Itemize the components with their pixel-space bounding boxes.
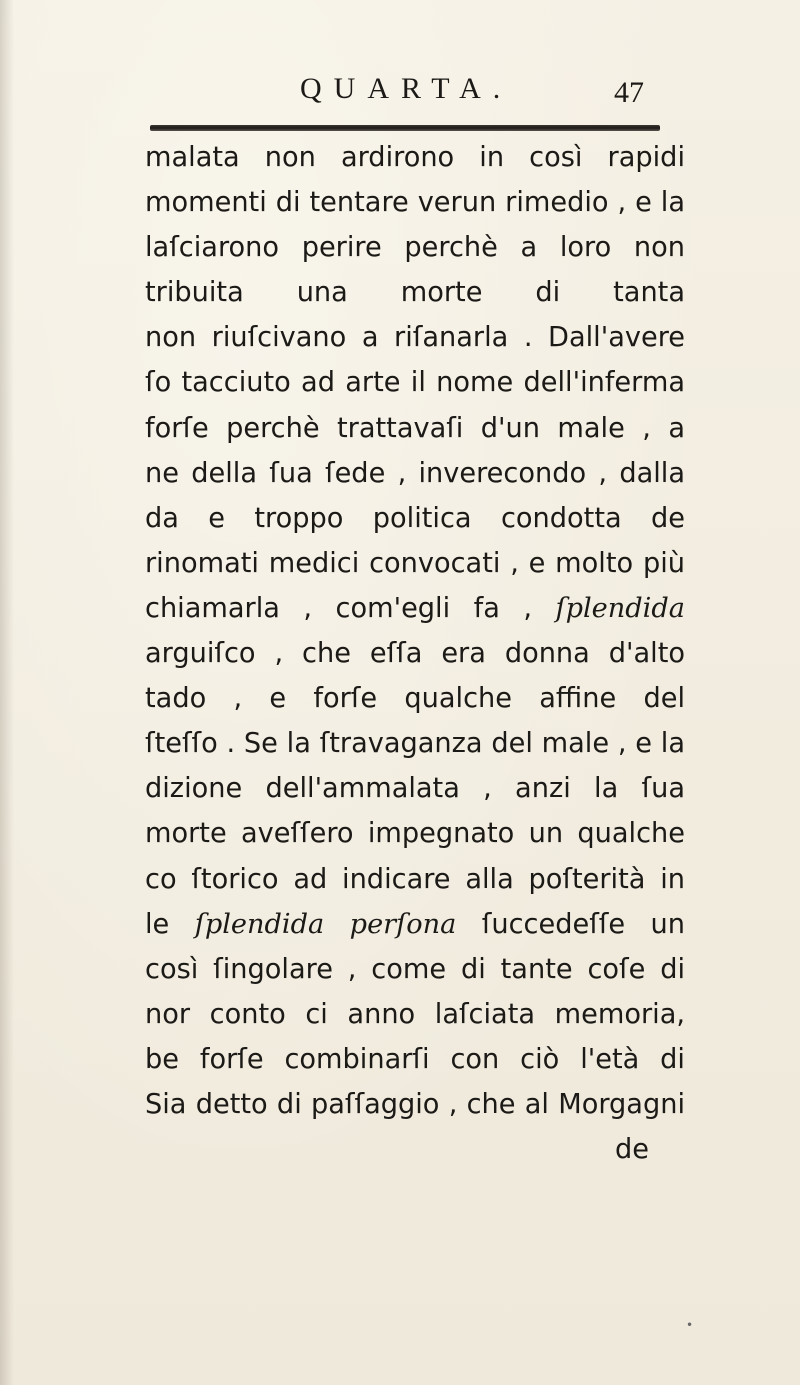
- italic-phrase: ſplendida perſona: [194, 908, 457, 940]
- text-line: rinomati medici convocati , e molto più: [145, 547, 685, 579]
- text-line: non riuſcivano a riſanarla . Dall'avere: [145, 322, 685, 354]
- text-line: forſe perchè trattavaſi d'un male , a: [145, 412, 685, 444]
- page-edge-shadow: [0, 0, 14, 1385]
- text-line: laſciarono perire perchè a loro non: [145, 232, 685, 264]
- text-line: nor conto ci anno laſciata memoria,: [145, 998, 685, 1030]
- text-line: [145, 902, 685, 947]
- text-segment: chiamarla , com'egli fa ,: [145, 592, 533, 624]
- text-line: tado , e forſe qualche affine del: [145, 683, 685, 715]
- body-text: [145, 135, 685, 1172]
- text-line: ſo tacciuto ad arte il nome dell'inferma: [145, 367, 685, 399]
- header-rule: [150, 125, 660, 131]
- page-header: [0, 72, 800, 112]
- text-segment: ſuccedeſſe un: [481, 908, 685, 940]
- text-line: da e troppo politica condotta de: [145, 502, 685, 534]
- text-segment: le: [145, 908, 170, 940]
- text-line: momenti di tentare verun rimedio , e la: [145, 187, 685, 219]
- text-line: ne della ſua ſede , inverecondo , dalla: [145, 457, 685, 489]
- italic-phrase: ſplendida: [555, 592, 685, 624]
- text-line: [145, 586, 685, 631]
- text-line: dizione dell'ammalata , anzi la ſua: [145, 773, 685, 805]
- page-number: 47: [614, 76, 644, 109]
- running-title: QUARTA.: [300, 72, 513, 105]
- text-line: tribuita una morte di tanta: [145, 277, 685, 309]
- text-line: morte aveſſero impegnato un qualche: [145, 818, 685, 850]
- text-line: Sia detto di paſſaggio , che al Morgagni: [145, 1088, 685, 1120]
- text-line: be forſe combinarſi con ciò l'età di: [145, 1043, 685, 1075]
- text-line: co ſtorico ad indicare alla poſterità in: [145, 863, 685, 895]
- ink-speck: •: [686, 1318, 694, 1332]
- text-line: arguiſco , che eſſa era donna d'alto: [145, 638, 685, 670]
- text-line: così ſingolare , come di tante coſe di: [145, 953, 685, 985]
- text-line: malata non ardirono in così rapidi: [145, 142, 685, 173]
- text-line: ſteſſo . Se la ſtravaganza del male , e la: [145, 728, 685, 760]
- catchword: de: [615, 1134, 649, 1166]
